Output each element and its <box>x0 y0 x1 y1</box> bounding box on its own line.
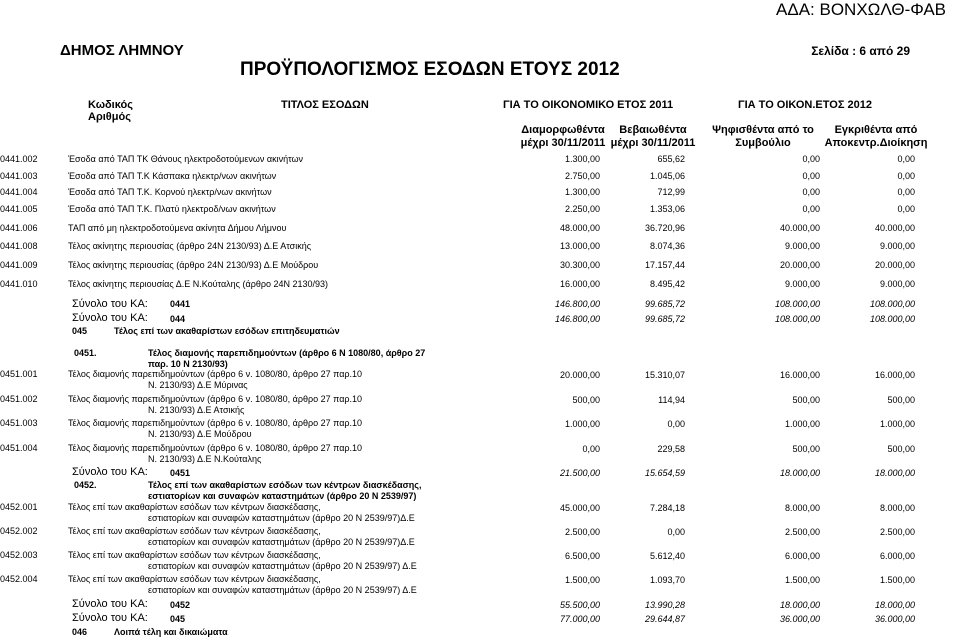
row-value-v4: 0,00 <box>897 204 915 214</box>
total-045-v2: 29.644,87 <box>644 614 685 624</box>
row-code: 0441.004 <box>0 187 38 197</box>
row-value-v3: 2.500,00 <box>784 527 820 537</box>
row-code: 0452.003 <box>0 550 38 560</box>
row-title: Τέλος ακίνητης περιουσίας (άρθρο 24Ν 2130/93) Δ.Ε Μούδρου <box>68 260 319 270</box>
row-code: 0452.002 <box>0 526 38 536</box>
row-title-line1: Τέλος επί των ακαθαρίστων εσόδων των κέντρων διασκέδασης, <box>68 526 321 536</box>
header-voted-2: Συμβούλιο <box>735 137 791 149</box>
header-shaped-1: Διαμορφωθέντα <box>521 124 605 136</box>
group-045-title: Τέλος επί των ακαθαρίστων εσόδων επιτηδευματιών <box>114 326 340 336</box>
row-title-line2: εστιατορίων και συναφών καταστημάτων (άρθρο 20 Ν 2539/97) Δ.Ε <box>148 561 417 571</box>
ada-code: ΑΔΑ: ΒΟΝΧΩΛΘ-ΦΑΒ <box>776 0 946 19</box>
row-code: 0452.004 <box>0 574 38 584</box>
row-title-line2: Ν. 2130/93) Δ.Ε Μούδρου <box>148 429 252 439</box>
total-044-v4: 108.000,00 <box>869 314 915 324</box>
row-title-line2: Ν. 2130/93) Δ.Ε Ατσικής <box>148 405 245 415</box>
row-value-v4: 0,00 <box>897 171 915 181</box>
row-code: 0451.001 <box>0 369 38 379</box>
row-value-v2: 0,00 <box>667 527 685 537</box>
row-value-v3: 16.000,00 <box>779 370 820 380</box>
row-value-v2: 1.353,06 <box>649 204 685 214</box>
total-0451-v4: 18.000,00 <box>874 468 915 478</box>
row-value-v1: 30.300,00 <box>559 260 600 270</box>
total-0441-v2: 99.685,72 <box>644 299 685 309</box>
row-value-v1: 48.000,00 <box>559 223 600 233</box>
total-0452-label: Σύνολο του ΚΑ: <box>72 598 148 610</box>
header-approved-2: Αποκεντρ.Διοίκηση <box>824 137 928 149</box>
row-value-v3: 9.000,00 <box>784 279 820 289</box>
row-value-v4: 500,00 <box>887 395 915 405</box>
row-value-v4: 500,00 <box>887 444 915 454</box>
group-0451-code: 0451. <box>74 348 97 358</box>
row-code: 0451.002 <box>0 394 38 404</box>
row-value-v4: 1.500,00 <box>879 575 915 585</box>
row-code: 0441.010 <box>0 279 38 289</box>
total-0452-v3: 18.000,00 <box>779 600 820 610</box>
row-value-v3: 6.000,00 <box>784 551 820 561</box>
row-value-v2: 17.157,44 <box>644 260 685 270</box>
total-0441-code: 0441 <box>170 299 191 309</box>
row-code: 0441.002 <box>0 154 38 164</box>
header-number: Αριθμός <box>88 111 131 123</box>
header-certified-1: Βεβαιωθέντα <box>619 124 687 136</box>
row-value-v4: 9.000,00 <box>879 241 915 251</box>
total-0451-label: Σύνολο του ΚΑ: <box>72 466 148 478</box>
row-title: Έσοδα από ΤΑΠ Τ.Κ. Πλατύ ηλεκτροδ/νων ακινήτων <box>68 204 276 214</box>
row-value-v1: 45.000,00 <box>559 503 600 513</box>
row-value-v3: 500,00 <box>792 395 820 405</box>
header-code: Κωδικός <box>88 99 133 111</box>
total-0452-v4: 18.000,00 <box>874 600 915 610</box>
total-0451-v2: 15.654,59 <box>644 468 685 478</box>
row-value-v3: 0,00 <box>802 154 820 164</box>
row-value-v4: 20.000,00 <box>874 260 915 270</box>
group-046-code: 046 <box>72 627 88 637</box>
row-title: Τέλος ακίνητης περιουσίας Δ.Ε Ν.Κούταλης (άρθρο 24Ν 2130/93) <box>68 279 329 289</box>
header-fy2011: ΓΙΑ ΤΟ ΟΙΚΟΝΟΜΙΚΟ ΕΤΟΣ 2011 <box>503 99 674 111</box>
row-code: 0452.001 <box>0 502 38 512</box>
row-title-line1: Τέλος διαμονής παρεπιδημούντων (άρθρο 6 ν. 1080/80, άρθρο 27 παρ.10 <box>68 394 363 404</box>
row-value-v4: 40.000,00 <box>874 223 915 233</box>
row-value-v1: 1.000,00 <box>564 419 600 429</box>
total-044-label: Σύνολο του ΚΑ: <box>72 312 148 324</box>
total-0441-v4: 108.000,00 <box>869 299 915 309</box>
total-0451-v3: 18.000,00 <box>779 468 820 478</box>
row-value-v2: 8.074,36 <box>649 241 685 251</box>
row-title-line1: Τέλος επί των ακαθαρίστων εσόδων των κέντρων διασκέδασης, <box>68 574 321 584</box>
row-value-v1: 13.000,00 <box>559 241 600 251</box>
total-0451-code: 0451 <box>170 468 191 478</box>
row-value-v3: 9.000,00 <box>784 241 820 251</box>
row-value-v1: 2.750,00 <box>564 171 600 181</box>
row-title: Τέλος ακίνητης περιουσίας (άρθρο 24Ν 2130/93) Δ.Ε Ατσικής <box>68 241 312 251</box>
row-title-line2: Ν. 2130/93) Δ.Ε Ν.Κούταλης <box>148 454 262 464</box>
row-value-v1: 6.500,00 <box>564 551 600 561</box>
row-value-v1: 1.300,00 <box>564 187 600 197</box>
municipality-name: ΔΗΜΟΣ ΛΗΜΝΟΥ <box>60 42 184 59</box>
row-title-line2: εστιατορίων και συναφών καταστημάτων (άρθρο 20 Ν 2539/97)Δ.Ε <box>148 513 415 523</box>
group-0452-title-1: Τέλος επί των ακαθαρίστων εσόδων των κέντρων διασκέδασης, <box>148 480 422 490</box>
row-title-line2: εστιατορίων και συναφών καταστημάτων (άρθρο 20 Ν 2539/97) Δ.Ε <box>148 585 417 595</box>
row-value-v3: 1.500,00 <box>784 575 820 585</box>
row-title-line1: Τέλος επί των ακαθαρίστων εσόδων των κέντρων διασκέδασης, <box>68 502 321 512</box>
row-code: 0441.003 <box>0 171 38 181</box>
row-code: 0441.008 <box>0 241 38 251</box>
header-voted-1: Ψηφισθέντα από το <box>712 124 814 136</box>
total-0452-code: 0452 <box>170 600 191 610</box>
row-value-v2: 114,94 <box>658 395 685 405</box>
total-0451-v1: 21.500,00 <box>559 468 600 478</box>
row-title: Έσοδα από ΤΑΠ ΤΚ Θάνους ηλεκτροδοτούμενων ακινήτων <box>68 154 304 164</box>
row-value-v4: 0,00 <box>897 154 915 164</box>
header-approved-1: Εγκριθέντα από <box>834 124 918 136</box>
total-044-v2: 99.685,72 <box>644 314 685 324</box>
row-title: ΤΑΠ από μη ηλεκτροδοτούμενα ακίνητα Δήμου Λήμνου <box>68 223 287 233</box>
row-title-line2: Ν. 2130/93) Δ.Ε Μύρινας <box>148 380 248 390</box>
total-045-v3: 36.000,00 <box>779 614 820 624</box>
row-value-v4: 16.000,00 <box>874 370 915 380</box>
row-code: 0451.003 <box>0 418 38 428</box>
row-value-v2: 712,99 <box>657 187 685 197</box>
page-title: ΠΡΟΫΠΟΛΟΓΙΣΜΟΣ ΕΣΟΔΩΝ ΕΤΟΥΣ 2012 <box>240 59 620 80</box>
total-0441-v3: 108.000,00 <box>774 299 820 309</box>
row-title-line2: εστιατορίων και συναφών καταστημάτων (άρθρο 20 Ν 2539/97)Δ.Ε <box>148 537 415 547</box>
row-value-v1: 500,00 <box>572 395 600 405</box>
row-value-v2: 229,58 <box>657 444 685 454</box>
row-value-v3: 0,00 <box>802 171 820 181</box>
row-title: Έσοδα από ΤΑΠ Τ.Κ Κάσπακα ηλεκτρ/νων ακινήτων <box>68 171 277 181</box>
row-value-v1: 2.500,00 <box>564 527 600 537</box>
row-value-v1: 1.500,00 <box>564 575 600 585</box>
row-title: Έσοδα από ΤΑΠ Τ.Κ. Κορνού ηλεκτρ/νων ακινήτων <box>68 187 272 197</box>
row-value-v3: 500,00 <box>792 444 820 454</box>
row-title-line1: Τέλος διαμονής παρεπιδημούντων (άρθρο 6 ν. 1080/80, άρθρο 27 παρ.10 <box>68 369 363 379</box>
total-044-v3: 108.000,00 <box>774 314 820 324</box>
row-code: 0441.009 <box>0 260 38 270</box>
total-045-label: Σύνολο του ΚΑ: <box>72 612 148 624</box>
row-code: 0451.004 <box>0 443 38 453</box>
group-0451-title-2: παρ. 10 Ν 2130/93) <box>148 359 228 369</box>
total-0441-v1: 146.800,00 <box>554 299 600 309</box>
group-0452-code: 0452. <box>74 480 97 490</box>
row-value-v1: 16.000,00 <box>559 279 600 289</box>
total-0452-v2: 13.990,28 <box>644 600 685 610</box>
header-certified-2: μέχρι 30/11/2011 <box>610 137 696 149</box>
total-045-v1: 77.000,00 <box>559 614 600 624</box>
header-title: ΤΙΤΛΟΣ ΕΣΟΔΩΝ <box>281 99 369 111</box>
group-0452-title-2: εστιατορίων και συναφών καταστημάτων (άρθρο 20 Ν 2539/97) <box>148 491 417 501</box>
row-value-v2: 655,62 <box>657 154 685 164</box>
page-number: Σελίδα : 6 από 29 <box>811 44 910 58</box>
row-value-v3: 0,00 <box>802 187 820 197</box>
total-045-code: 045 <box>170 614 186 624</box>
row-value-v4: 6.000,00 <box>879 551 915 561</box>
group-045-code: 045 <box>72 326 88 336</box>
row-value-v1: 1.300,00 <box>564 154 600 164</box>
row-value-v4: 9.000,00 <box>879 279 915 289</box>
total-0452-v1: 55.500,00 <box>559 600 600 610</box>
row-value-v3: 20.000,00 <box>779 260 820 270</box>
row-value-v4: 0,00 <box>897 187 915 197</box>
row-value-v1: 0,00 <box>582 444 600 454</box>
row-value-v4: 1.000,00 <box>879 419 915 429</box>
row-value-v3: 40.000,00 <box>779 223 820 233</box>
row-value-v3: 1.000,00 <box>784 419 820 429</box>
row-title-line1: Τέλος διαμονής παρεπιδημούντων (άρθρο 6 ν. 1080/80, άρθρο 27 παρ.10 <box>68 418 363 428</box>
total-0441-label: Σύνολο του ΚΑ: <box>72 298 148 310</box>
row-value-v4: 2.500,00 <box>879 527 915 537</box>
group-0451-title-1: Τέλος διαμονής παρεπιδημούντων (άρθρο 6 Ν 1080/80, άρθρο 27 <box>148 348 426 358</box>
row-value-v2: 8.495,42 <box>649 279 685 289</box>
total-044-code: 044 <box>170 314 186 324</box>
row-value-v2: 15.310,07 <box>644 370 685 380</box>
group-046-title: Λοιπά τέλη και δικαιώματα <box>114 627 228 637</box>
row-value-v2: 36.720,96 <box>644 223 685 233</box>
row-value-v3: 0,00 <box>802 204 820 214</box>
header-shaped-2: μέχρι 30/11/2011 <box>520 137 606 149</box>
row-value-v3: 8.000,00 <box>784 503 820 513</box>
row-value-v2: 5.612,40 <box>649 551 685 561</box>
row-value-v2: 1.093,70 <box>649 575 685 585</box>
row-value-v2: 1.045,06 <box>649 171 685 181</box>
row-title-line1: Τέλος επί των ακαθαρίστων εσόδων των κέντρων διασκέδασης, <box>68 550 321 560</box>
row-title-line1: Τέλος διαμονής παρεπιδημούντων (άρθρο 6 ν. 1080/80, άρθρο 27 παρ.10 <box>68 443 363 453</box>
row-value-v2: 7.284,18 <box>649 503 685 513</box>
row-value-v1: 20.000,00 <box>559 370 600 380</box>
total-045-v4: 36.000,00 <box>874 614 915 624</box>
row-code: 0441.005 <box>0 204 38 214</box>
row-value-v4: 8.000,00 <box>879 503 915 513</box>
header-fy2012: ΓΙΑ ΤΟ ΟΙΚΟΝ.ΕΤΟΣ 2012 <box>738 99 872 111</box>
total-044-v1: 146.800,00 <box>554 314 600 324</box>
row-value-v2: 0,00 <box>667 419 685 429</box>
row-code: 0441.006 <box>0 223 38 233</box>
row-value-v1: 2.250,00 <box>564 204 600 214</box>
